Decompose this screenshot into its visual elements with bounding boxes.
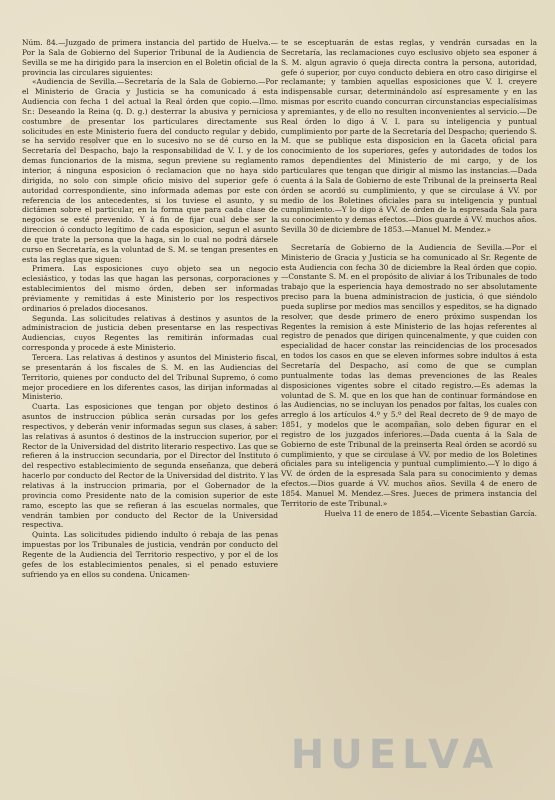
continuation-paragraph: te se esceptuarán de estas reglas, y vendrán cursadas en la Secretaría, las reclamaciones cuyo esclusivo objeto sea esponer á S. M. algun agravio ó queja directa contra la persona, autoridad, gefe ó superior, por cuyo conducto debiera en otro caso dirigirse el reclamante; y tambien aquellas esposiciones que V. I. creyere indispensable cursar, determinándolo así espresamente y en las mismas por escrito cuando concurran circunstancias especialísimas y apremiantes, y de ello no resulten inconvenientes al servicio.—De Real órden lo digo á V. I. para su inteligencia y puntual cumplimiento por parte de la Secretaría del Despacho; queriendo S. M. que se publique esta disposicion en la Gaceta oficial para conocimiento de los superiores, gefes y autoridades de todos los ramos dependientes del Ministerio de mi cargo, y de los particulares que tengan que dirigir al mismo las instancias.—Dada cuenta á la Sala de Gobierno de este Tribunal de la preinserta Real órden se acordó su cumplimiento, y que se circulase á VV. por medio de los Boletines oficiales para su inteligencia y puntual cumplimiento.—Y lo digo á VV. de órden de la espresada Sala para su conocimiento y demas efectos.—Dios guarde á VV. muchos años. Sevilla 30 de diciembre de 1853.—Manuel M. Mendez.» xyxy=(281,38,537,235)
left-column xyxy=(22,38,278,790)
library-watermark-stamp: HUELVA xyxy=(290,732,500,778)
section-gap xyxy=(281,235,537,243)
rule-segunda: Segunda. Las solicitudes relativas á destinos y asuntos de la administracion de justicia deben presentarse en las respectivas Audiencias, cuyos Regentes las remitirán informadas cual corresponda y procede á este Ministerio. xyxy=(22,313,278,353)
circular-paragraph: «Audiencia de Sevilla.—Secretaría de la Sala de Gobierno.—Por el Ministerio de Gracia y Justicia se ha comunicado á esta Audiencia con fecha 1 del actual la Real órden que copio.—Ilmo. Sr.: Deseando la Reina (q. D. g.) desterrar la abusiva y perniciosa costumbre de presentar los particulares directamente sus solicitudes en este Ministerio fuera del conducto regular y debido, se ha servido resolver que en lo sucesivo no se dé curso en la Secretaría del Despacho, bajo la responsabilidad de V. I. y de los demas funcionarios de la misma, segun previene su reglamento interior, á ninguna esposicion ó reclamacion que no haya sido dirigida, no solo con simple oficio misivo del superior gefe ó autoridad correspondiente, sino informada ademas por este con referencia de los antecedentes, si los tuviese el asunto, y su dictámen sobre el particular, en la forma que para cada clase de negocios se esté prevenido. Y á fin de fijar cual debe ser la direccion ó conducto legítimo de cada esposicion, segun el asunto de que trate la persona que la haga, sin lo cual no podrá dársele curso en Secretaría, es la voluntad de S. M. se tengan presentes en esta las reglas que siguen: xyxy=(22,77,278,264)
two-column-layout xyxy=(22,38,537,790)
signature-line: Huelva 11 de enero de 1854.—Vicente Sebastian García. xyxy=(324,508,537,518)
rule-quinta: Quinta. Las solicitudes pidiendo indulto ó rebaja de las penas impuestas por los Tribunales de justicia, vendrán por conducto del Regente de la Audiencia del Territorio respectivo, y por el de los gefes de los establecimientos penales, si el penado estuviere sufriendo ya en ellos su condena. Unicamen- xyxy=(22,530,278,579)
rule-tercera: Tercera. Las relativas á destinos y asuntos del Ministerio fiscal, se presentarán á los fiscales de S. M. en las Audiencias del Territorio, quienes por conducto del del Tribunal Supremo, ó como mejor procediere en los diferentes casos, las dirijan informadas al Ministerio. xyxy=(22,353,278,402)
rule-cuarta: Cuarta. Las esposiciones que tengan por objeto destinos ó asuntos de instruccion pública serán cursadas por los gefes respectivos, y deberán venir informadas segun sus clases, á saber: las relativas á asuntos ó destinos de la instruccion superior, por el Rector de la Universidad del distrito literario respectivo. Las que se refieren á la instruccion secundaria, por el Director del Instituto ó del respectivo establecimiento de segunda enseñanza, que deberá hacerlo por conducto del Rector de la Universidad del distrito. Y las relativas á la instruccion primaria, por el Gobernador de la provincia como Presidente nato de la comision superior de este ramo, escepto las que se refieran á las escuelas normales, que vendrán tambien por conducto del Rector de la Universidad respectiva. xyxy=(22,402,278,530)
rule-primera: Primera. Las esposiciones cuyo objeto sea un negocio eclesiástico, y todas las que hagan las personas, corporaciones y establecimientos del mismo órden, deben ser informadas préviamente y remitidas á este Ministerio por los respectivos ordinarios ó prelados diocesanos. xyxy=(22,264,278,313)
second-circular-paragraph: Secretaría de Gobierno de la Audiencia de Sevilla.—Por el Ministerio de Gracia y Justicia se ha comunicado al Sr. Regente de esta Audiencia con fecha 30 de diciembre la Real órden que copio.—Constante S. M. en el propósito de aliviar á los Tribunales de todo trabajo que la esperiencia haya demostrado no ser absolutamente preciso para la buena administracion de justicia, ó que siéndolo pueda suplirse por medios mas sencillos y espeditos, se ha dignado resolver, que desde primero de enero próximo suspendan los Regentes la remision á este Ministerio de las hojas referentes al registro de penados que dirigen quincenalmente, y que cuiden con especialidad de hacer constar las reincidencias de los procesados en todos los casos en que se eleven informes sobre indultos á esta Secretaría del Despacho, así como de que se cumplan puntualmente todas las demas prevenciones de las Reales disposiciones vigentes sobre el citado registro.—Es ademas la voluntad de S. M. que en los que han de continuar formándose en las Audiencias, no se incluyan los penados por faltas, los cuales con arreglo á los artículos 4.º y 5.º del Real decreto de 9 de mayo de 1851, y modelos que le acompañan, solo deben figurar en el registro de los juzgados inferiores.—Dada cuenta á la Sala de Gobierno de este Tribunal de la preinserta Real órden se acordó su cumplimiento, y que se circulase á VV. por medio de los Boletines oficiales para su inteligencia y puntual cumplimiento.—Y lo digo á VV. de órden de la espresada Sala para su conocimiento y demas efectos.—Dios guarde á VV. muchos años. Sevilla 4 de enero de 1854. Manuel M. Mendez.—Sres. Jueces de primera instancia del Territorio de este Tribunal.» xyxy=(281,242,537,508)
announcement-header: Núm. 84.—Juzgado de primera instancia del partido de Huelva.—Por la Sala de Gobierno del Superior Tribunal de la Audiencia de Sevilla se me ha dirigido para la insercion en el Boletin oficial de la provincia las circulares siguientes: xyxy=(22,38,278,77)
right-column xyxy=(281,38,537,790)
